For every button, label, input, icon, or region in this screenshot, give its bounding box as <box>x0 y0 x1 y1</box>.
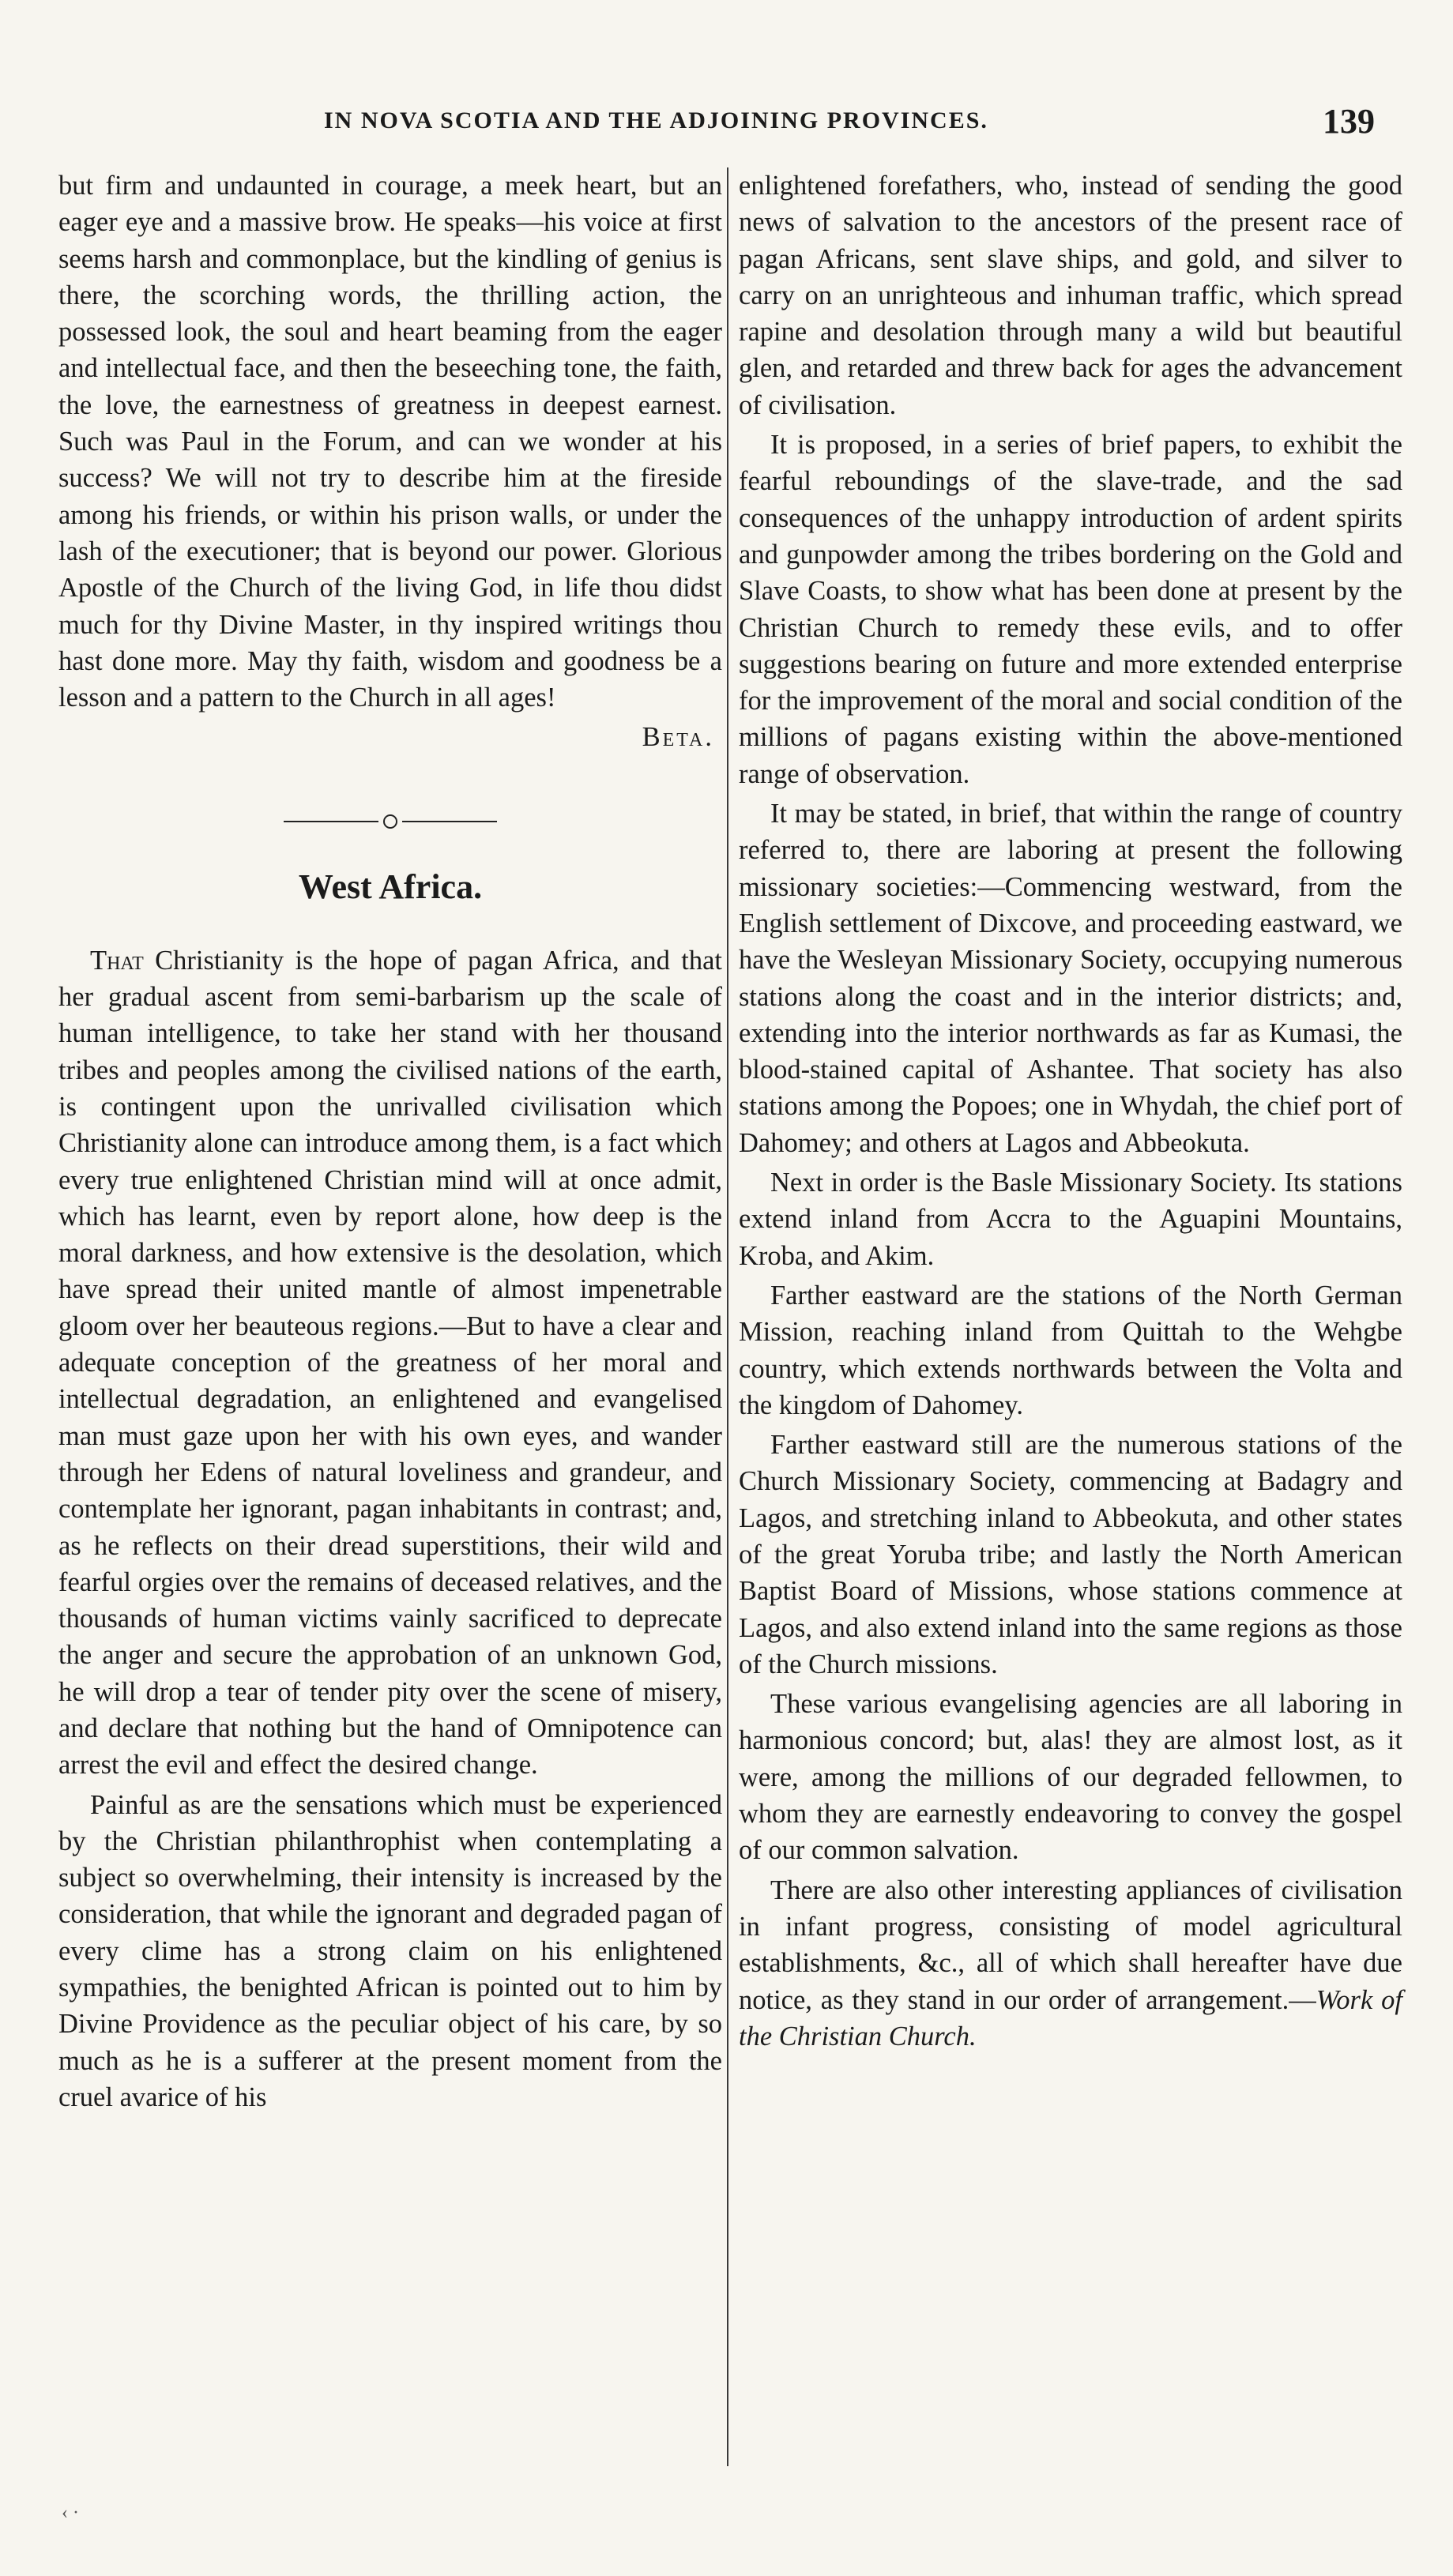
west-africa-paragraph-1 <box>58 942 722 1784</box>
page-number: 139 <box>1323 102 1375 141</box>
right-column <box>739 167 1402 2055</box>
church-missionary-paragraph: Farther eastward still are the numerous stations of the Church Missionary Society, commencing at Badagry and Lagos, and stretching inland to Abbeokuta, and other states of the great Yoruba tribe; and lastly the North American Baptist Board of Missions, whose stations commence at Lagos, and also extend inland into the same regions as those of the Church missions. <box>739 1430 1402 1679</box>
divider-ornament <box>383 814 397 829</box>
north-german-paragraph: Farther eastward are the stations of the North German Mission, reaching inland from Quittah to the Wehgbe country, which extends northwards between the Volta and the kingdom of Dahomey. <box>739 1280 1402 1420</box>
basle-paragraph: Next in order is the Basle Missionary Society. Its stations extend inland from Accra to the Aguapini Mountains, Kroba, and Akim. <box>739 1168 1402 1271</box>
west-africa-paragraph-2: Painful as are the sensations which must be experienced by the Christian philanthrophist when contemplating a subject so overwhelming, their intensity is increased by the consideration, that while the ignorant and degraded pagan of every clime has a strong claim on his enlightened sympathies, the benighted African is pointed out to him by Divine Providence as the peculiar object of his care, by so much as he is a sufferer at the present moment from the cruel avarice of his <box>58 1789 722 2112</box>
appliances-paragraph <box>739 1872 1402 2055</box>
page-header <box>63 101 1391 149</box>
author-signature: Beta. <box>642 722 714 753</box>
section-divider <box>272 808 509 832</box>
proposal-paragraph: It is proposed, in a series of brief papers, to exhibit the fearful reboundings of the slave-trade, and the sad consequences of the unhappy introduction of ardent spirits and gunpowder among the tribes bordering on the Gold and Slave Coasts, to show what has been done at present by the Christian Church to remedy these evils, and to offer suggestions bearing on future and more extended enterprise for the improvement of the moral and social condition of the millions of pagans existing within the above-mentioned range of observation. <box>739 430 1402 789</box>
divider-line-right <box>402 821 497 822</box>
beta-article-paragraph: but firm and undaunted in courage, a meek heart, but an eager eye and a massive brow. He speaks—his voice at first seems harsh and commonplace, but the kindling of genius is there, the scorching words, the thrilling action, the possessed look, the soul and heart beaming from the eager and intellectual face, and then the beseeching tone, the faith, the love, the earnestness of greatness in deepest earnest. Such was Paul in the Forum, and can we wonder at his success? We will not try to describe him at the fireside among his friends, or within his prison walls, or under the lash of the executioner; that is beyond our power. Glorious Apostle of the Church of the living God, in life thou didst much for thy Divine Master, in thy inspired writings thou hast done more. May thy faith, wisdom and goodness be a lesson and a pattern to the Church in all ages! <box>58 171 722 713</box>
lead-word: That <box>90 945 144 976</box>
appliances-text: There are also other interesting appliances of civilisation in infant progress, consisting of model agricultural establishments, &c., all of which shall hereafter have due notice, as they stand in our order of arrangement.— <box>739 1875 1402 2015</box>
page-mark: ‹ · <box>62 2503 79 2523</box>
running-head: IN NOVA SCOTIA AND THE ADJOINING PROVINCES. <box>324 107 988 134</box>
column-rule <box>727 167 728 2466</box>
section-title: West Africa. <box>298 867 483 906</box>
evangelising-paragraph: These various evangelising agencies are all laboring in harmonious concord; but, alas! they are almost lost, as it were, among the millions of our degraded fellowmen, to whom they are earnestly endeavoring to convey the gospel of our common salvation. <box>739 1689 1402 1866</box>
source-citation: Work of the Christian Church. <box>739 1984 1402 2051</box>
left-column <box>58 167 722 2115</box>
west-africa-paragraph-1-text: Christianity is the hope of pagan Africa, and that her gradual ascent from semi-barbarism up the scale of human intelligence, to take her stand with her thousand tribes and peoples among the civilised nations of the earth, is contingent upon the unrivalled civilisation which Christianity alone can introduce among them, is a fact which every true enlightened Christian mind will at once admit, which has learnt, even by report alone, how deep is the moral darkness, and how extensive is the desolation, which have spread their united mantle of almost impenetrable gloom over her beauteous regions.—But to have a clear and adequate conception of the greatness of her moral and intellectual degradation, an enlightened and evangelised man must gaze upon her with his own eyes, and wander through her Edens of natural loveliness and grandeur, and contemplate her ignorant, pagan inhabitants in contrast; and, as he reflects on their dread superstitions, their wild and fearful orgies over the remains of deceased relatives, and the thousands of human victims vainly sacrificed to deprecate the anger and secure the approbation of an unknown God, he will drop a tear of tender pity over the scene of misery, and declare that nothing but the hand of Omnipotence can arrest the evil and effect the desired change. <box>58 945 722 1781</box>
continued-paragraph: enlightened forefathers, who, instead of sending the good news of salvation to the ancestors of the present race of pagan Africans, sent slave ships, and gold, and silver to carry on an unrighteous and inhuman traffic, which spread rapine and desolation through many a wild but beautiful glen, and retarded and threw back for ages the advancement of civilisation. <box>739 171 1402 420</box>
societies-paragraph: It may be stated, in brief, that within the range of country referred to, there are laboring at present the following missionary societies:—Commencing westward, from the English settlement of Dixcove, and proceeding eastward, we have the Wesleyan Missionary Society, occupying numerous stations along the coast and in the interior districts; and, extending into the interior northwards as far as Kumasi, the blood-stained capital of Ashantee. That society has also stations among the Popoes; one in Whydah, the chief port of Dahomey; and others at Lagos and Abbeokuta. <box>739 799 1402 1158</box>
divider-line-left <box>284 821 378 822</box>
